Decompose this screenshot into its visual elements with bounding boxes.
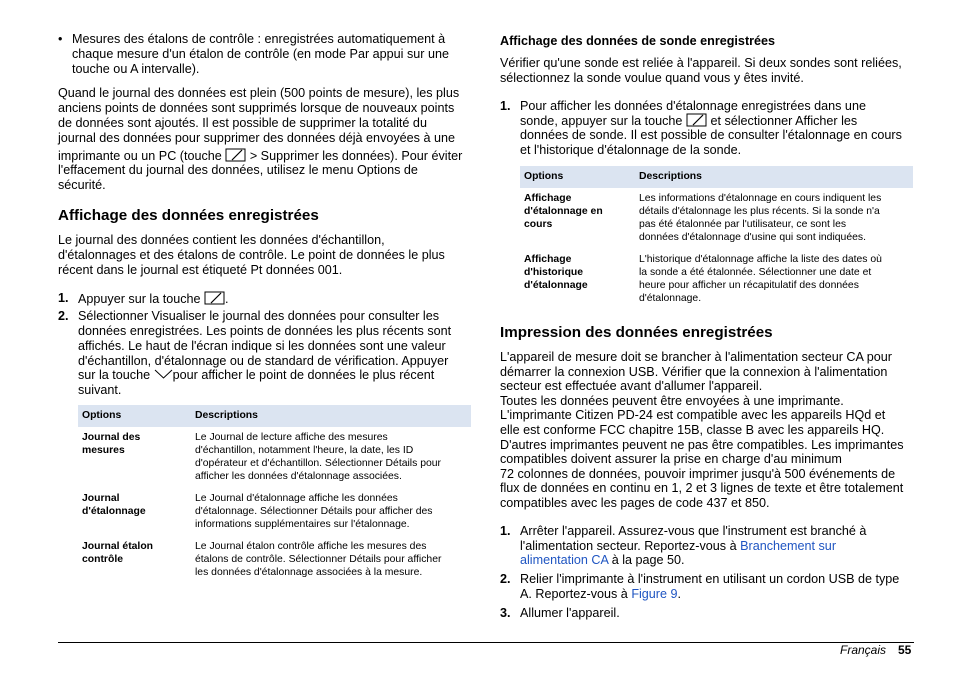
table-cell: détails d'étalonnage les plus récents. Si la sonde n'a [639, 206, 880, 217]
text-span: sonde, appuyer sur la touche [520, 114, 683, 128]
text-span: . [677, 586, 682, 601]
text-span: à la page 50. [611, 553, 685, 568]
text-line [78, 368, 434, 383]
text-line: Relier l'imprimante à l'instrument en utilisant un cordon USB de type [520, 572, 900, 586]
table-header-cell: Options [524, 171, 564, 182]
text-span: sur la touche [78, 368, 151, 382]
text-line: compatibles avec les pages de code 437 et 850. [500, 496, 770, 510]
table-cell: mesures [82, 445, 125, 456]
table-cell: cours [524, 219, 553, 230]
table-cell: données d'étalonnage d'usine qui sont indiquées. [639, 232, 866, 243]
text-line: Quand le journal des données est plein (500 points de mesure), les plus [58, 86, 460, 100]
table-cell: Le Journal d'étalonnage affiche les données [195, 493, 398, 504]
text-line: l'effacement du journal des données, utilisez le menu Options de [58, 163, 418, 177]
text-line: sécurité. [58, 178, 106, 192]
text-line: anciens points de données sont supprimés lorsque de nouveaux points [58, 101, 455, 115]
edit-icon [204, 291, 225, 305]
table-cell: contrôle [82, 554, 123, 565]
text-line: Le journal des données contient les données d'échantillon, [58, 233, 385, 247]
text-line: sélectionnez la sonde voulue quand vous y êtes invité. [500, 71, 804, 85]
table-cell: Affichage [524, 193, 572, 204]
text-line: Allumer l'appareil. [520, 606, 620, 620]
table-cell: informations supplémentaires sur l'étalonnage. [195, 519, 410, 530]
text-line: données de sonde. Il est possible de consulter l'étalonnage en cours [520, 128, 902, 142]
chevron-down-icon [154, 369, 173, 379]
branchement-link[interactable]: Branchement sur [740, 538, 837, 553]
table-cell: heure pour afficher un récapitulatif des données [639, 280, 859, 291]
table-cell: Le Journal étalon contrôle affiche les mesures des [195, 541, 427, 552]
table-cell: d'étalonnage. Sélectionner Détails pour afficher des [195, 506, 433, 517]
table-cell: d'échantillon, notamment l'heure, la date, les ID [195, 445, 414, 456]
text-line [520, 587, 681, 602]
text-span: et sélectionner Afficher les [710, 114, 858, 128]
text-line: et l'historique d'étalonnage de la sonde. [520, 143, 742, 157]
table-cell: L'historique d'étalonnage affiche la liste des dates où [639, 254, 882, 265]
table-cell: d'opérateur et d'échantillon. Sélectionner Détails pour [195, 458, 441, 469]
table-header [520, 166, 913, 188]
text-line: flux de données en continu en 1, 2 et 3 lignes de texte et être totalement [500, 481, 904, 496]
step-number: 1. [500, 524, 511, 538]
bullet-line: touche ou A intervalle). [72, 62, 200, 76]
table-cell: pas été étalonnée par l'utilisateur, ce sont les [639, 219, 847, 230]
step-number: 1. [58, 291, 69, 305]
log-options-table [78, 405, 471, 585]
table-cell: d'étalonnage [524, 280, 588, 291]
text-line: d'étalonnages et des étalons de contrôle. Le point de données le plus [58, 248, 445, 262]
text-line: d'échantillon, d'étalonnage ou de standard de vérification. Appuyer [78, 354, 449, 368]
text-span: imprimante ou un PC (touche [58, 149, 222, 163]
text-line: compatibles doivent assurer la prise en charge d'au minimum [500, 452, 842, 467]
step-number: 2. [500, 572, 511, 586]
edit-icon [225, 148, 246, 162]
text-line: démarrer la connexion USB. Vérifier que la connexion à l'alimentation [500, 364, 888, 379]
table-cell: Les informations d'étalonnage en cours indiquent les [639, 193, 882, 204]
text-line: données enregistrées. Les points de données les plus récents sont [78, 324, 452, 338]
text-line: D'autres imprimantes peuvent ne pas être compatibles. Les imprimantes [500, 437, 904, 452]
table-cell: d'étalonnage [82, 506, 146, 517]
text-line: L'appareil de mesure doit se brancher à l'alimentation secteur CA pour [500, 350, 892, 364]
text-line: 72 colonnes de données, pouvoir imprimer jusqu'à 500 événements de [500, 466, 896, 481]
table-cell: les données d'étalonnage associées à la mesure. [195, 567, 423, 578]
text-line: suivant. [78, 383, 122, 397]
bullet-line: chaque mesure d'un étalon de contrôle (en mode Par appui sur une [72, 47, 449, 61]
edit-icon [686, 113, 707, 127]
text-line: elle est conforme FCC chapitre 15B, classe B avec les appareils HQ. [500, 423, 885, 437]
table-cell: d'étalonnage. [639, 293, 702, 304]
section-heading: Affichage des données enregistrées [58, 207, 319, 224]
probe-options-table [520, 166, 913, 310]
text-line: journal des données pour supprimer des données déjà envoyées à une [58, 131, 455, 145]
text-line: Vérifier qu'une sonde est reliée à l'appareil. Si deux sondes sont reliées, [500, 56, 902, 70]
text-line [520, 553, 685, 568]
table-cell: afficher les données d'étalonnage associées. [195, 471, 402, 482]
table-cell: Journal [82, 493, 120, 504]
text-span: A. Reportez-vous à [520, 586, 628, 601]
text-line: Arrêter l'appareil. Assurez-vous que l'instrument est branché à [520, 524, 867, 538]
branchement-link[interactable]: alimentation CA [520, 553, 609, 568]
table-cell: la sonde a été étalonnée. Sélectionner une date et [639, 267, 872, 278]
table-header [78, 405, 471, 427]
text-line: secteur est effectuée avant d'allumer l'appareil. [500, 379, 763, 394]
text-line [78, 291, 229, 307]
text-span: . [225, 292, 229, 306]
footer-divider [58, 642, 914, 643]
table-header-cell: Descriptions [639, 171, 702, 182]
text-span: > Supprimer les données). Pour éviter [249, 149, 463, 163]
step-number: 1. [500, 99, 511, 113]
text-span: pour afficher le point de données le plus récent [172, 368, 435, 382]
section-heading: Affichage des données de sonde enregistrées [500, 34, 776, 48]
text-line [520, 539, 836, 554]
text-line: Pour afficher les données d'étalonnage enregistrées dans une [520, 99, 866, 113]
text-line: affichés. Le haut de l'écran indique si les données sont une valeur [78, 339, 446, 353]
text-line: L'imprimante Citizen PD-24 est compatible avec les appareils HQd et [500, 408, 886, 423]
step-number: 3. [500, 606, 511, 620]
section-heading: Impression des données enregistrées [500, 324, 773, 341]
text-span: l'alimentation secteur. Reportez-vous à [520, 538, 737, 553]
text-line [58, 148, 462, 164]
bullet-line: Mesures des étalons de contrôle : enregistrées automatiquement à [72, 32, 446, 46]
text-line: Sélectionner Visualiser le journal des données pour consulter les [78, 309, 440, 323]
table-header-cell: Options [82, 410, 122, 421]
text-line [520, 113, 857, 129]
table-cell: d'historique [524, 267, 584, 278]
table-cell: Affichage [524, 254, 572, 265]
table-cell: étalons de contrôle. Sélectionner Détails pour afficher [195, 554, 442, 565]
text-line: de données sont ajoutés. Il est possible de supprimer la totalité du [58, 116, 427, 130]
figure-link[interactable]: Figure 9 [631, 586, 678, 601]
table-cell: Le Journal de lecture affiche des mesures [195, 432, 388, 443]
footer-language: Français [840, 643, 887, 657]
table-header-cell: Descriptions [195, 410, 258, 421]
table-cell: Journal des [82, 432, 141, 443]
text-line: récent dans le journal est étiqueté Pt données 001. [58, 263, 343, 277]
page-number: 55 [898, 643, 912, 657]
table-cell: Journal étalon [82, 541, 154, 552]
bullet-icon: • [58, 32, 63, 46]
text-span: Appuyer sur la touche [78, 292, 201, 306]
text-line: Toutes les données peuvent être envoyées à une imprimante. [500, 393, 844, 408]
table-cell: d'étalonnage en [524, 206, 603, 217]
step-number: 2. [58, 309, 69, 323]
